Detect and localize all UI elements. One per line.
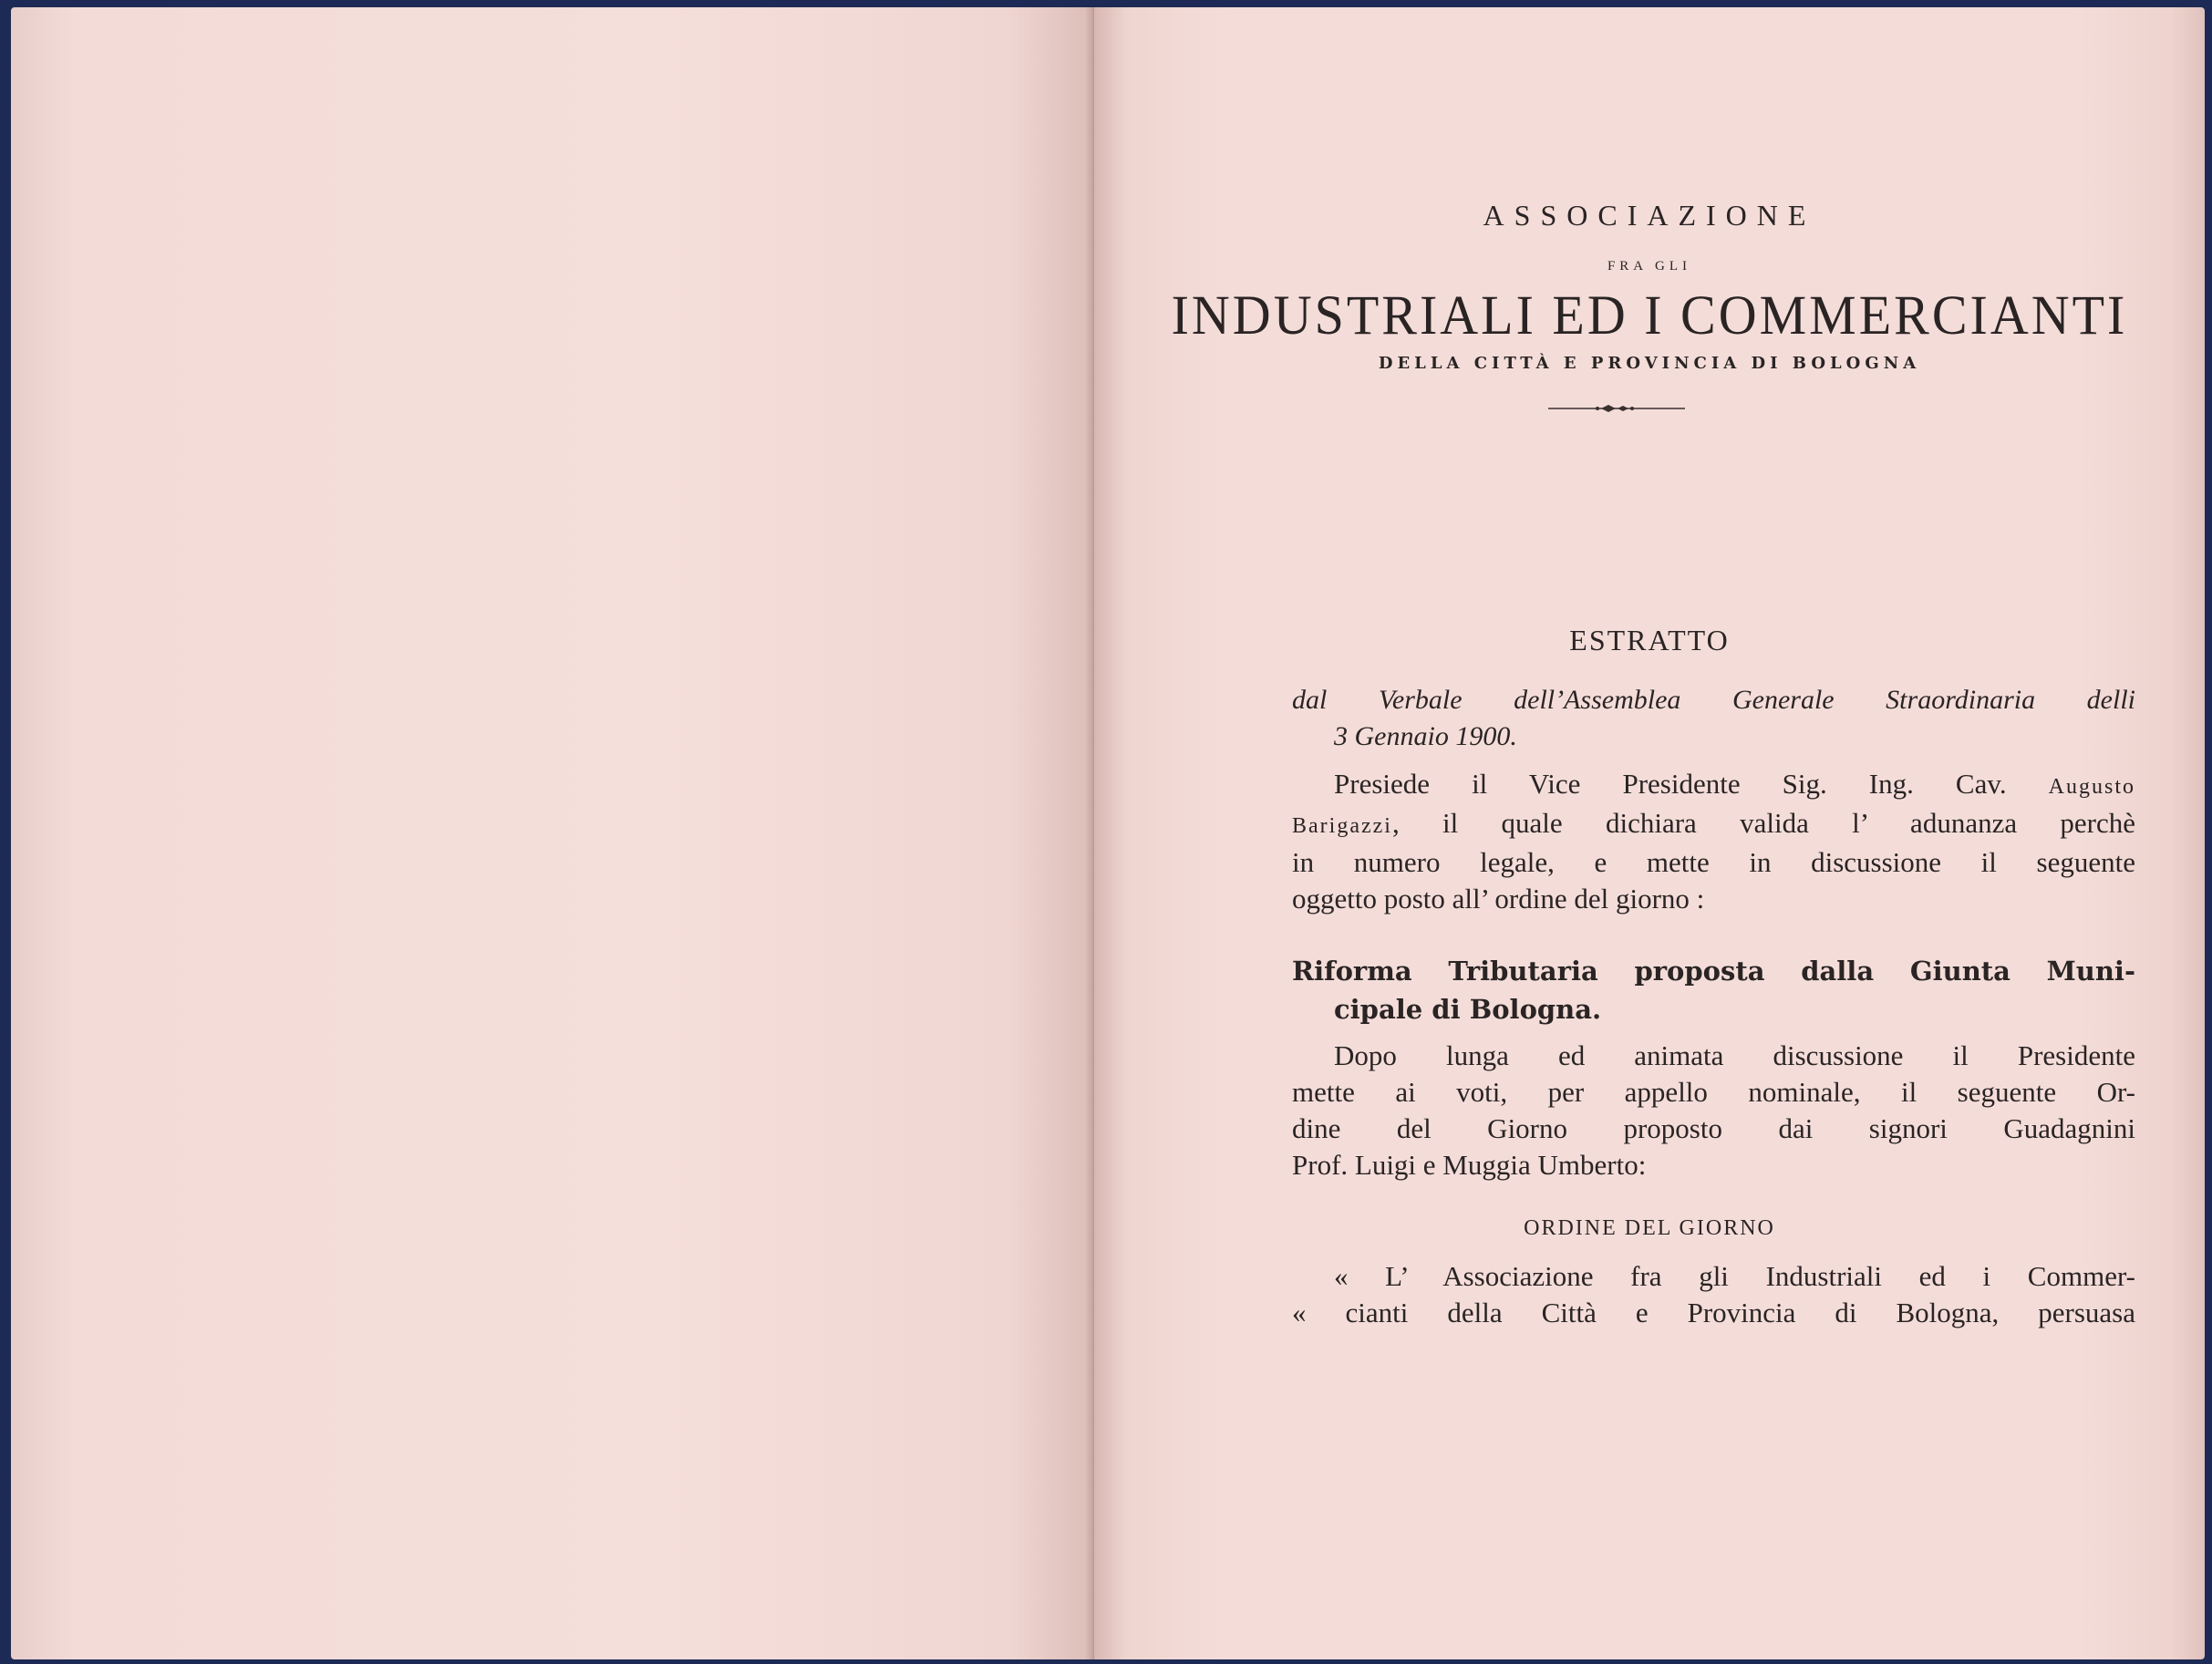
person-name: Barigazzi <box>1292 814 1392 838</box>
paragraph-text: Presiede il Vice Presidente Sig. Ing. Cav. <box>1334 768 2007 800</box>
verbale-line: 3 Gennaio 1900. <box>1334 721 1517 751</box>
riforma-line: Riforma Tributaria proposta dalla Giunta Muni- <box>1292 956 2135 987</box>
paragraph-line: dine del Giorno proposto dai signori Guadagnini <box>1292 1112 2135 1144</box>
ordine-quote <box>1292 1258 2135 1331</box>
paragraph-line <box>1292 805 2135 844</box>
ordine-del-giorno-heading: ORDINE DEL GIORNO <box>1524 1216 1775 1240</box>
verbale-subtitle <box>1292 682 2135 755</box>
quote-line: « L’ Associazione fra gli Industriali ed i Commer- <box>1334 1260 2135 1292</box>
quote-line: « cianti della Città e Provincia di Bologna, persuasa <box>1292 1297 2135 1328</box>
paragraph-line: oggetto posto all’ ordine del giorno : <box>1292 883 1705 915</box>
title-citta-provincia: DELLA CITTÀ E PROVINCIA DI BOLOGNA <box>1378 354 1921 373</box>
right-page <box>1094 7 2205 1659</box>
title-fra-gli: FRA GLI <box>1607 259 1692 274</box>
paragraph-line <box>1292 766 2135 805</box>
title-industriali: INDUSTRIALI ED I COMMERCIANTI <box>1171 284 2128 346</box>
paragraph-discussione <box>1292 1038 2135 1183</box>
paragraph-line: Prof. Luigi e Muggia Umberto: <box>1292 1149 1647 1181</box>
paragraph-line: in numero legale, e mette in discussione il seguente <box>1292 846 2135 878</box>
paragraph-presiede <box>1292 766 2135 917</box>
paragraph-line: Dopo lunga ed animata discussione il Presidente <box>1334 1039 2135 1071</box>
verbale-line: dal Verbale dell’Assemblea Generale Straordinaria delli <box>1292 685 2135 715</box>
left-page <box>11 7 1092 1659</box>
ornament-divider <box>1548 399 1685 418</box>
paragraph-text: , il quale dichiara valida l’ adunanza perchè <box>1391 807 2135 839</box>
paragraph-line: mette ai voti, per appello nominale, il seguente Or- <box>1292 1076 2135 1108</box>
title-associazione: ASSOCIAZIONE <box>1483 199 1816 232</box>
riforma-line: cipale di Bologna. <box>1334 994 1602 1025</box>
person-name: Augusto <box>2048 775 2135 799</box>
riforma-heading <box>1292 952 2135 1028</box>
estratto-heading: ESTRATTO <box>1569 624 1730 656</box>
